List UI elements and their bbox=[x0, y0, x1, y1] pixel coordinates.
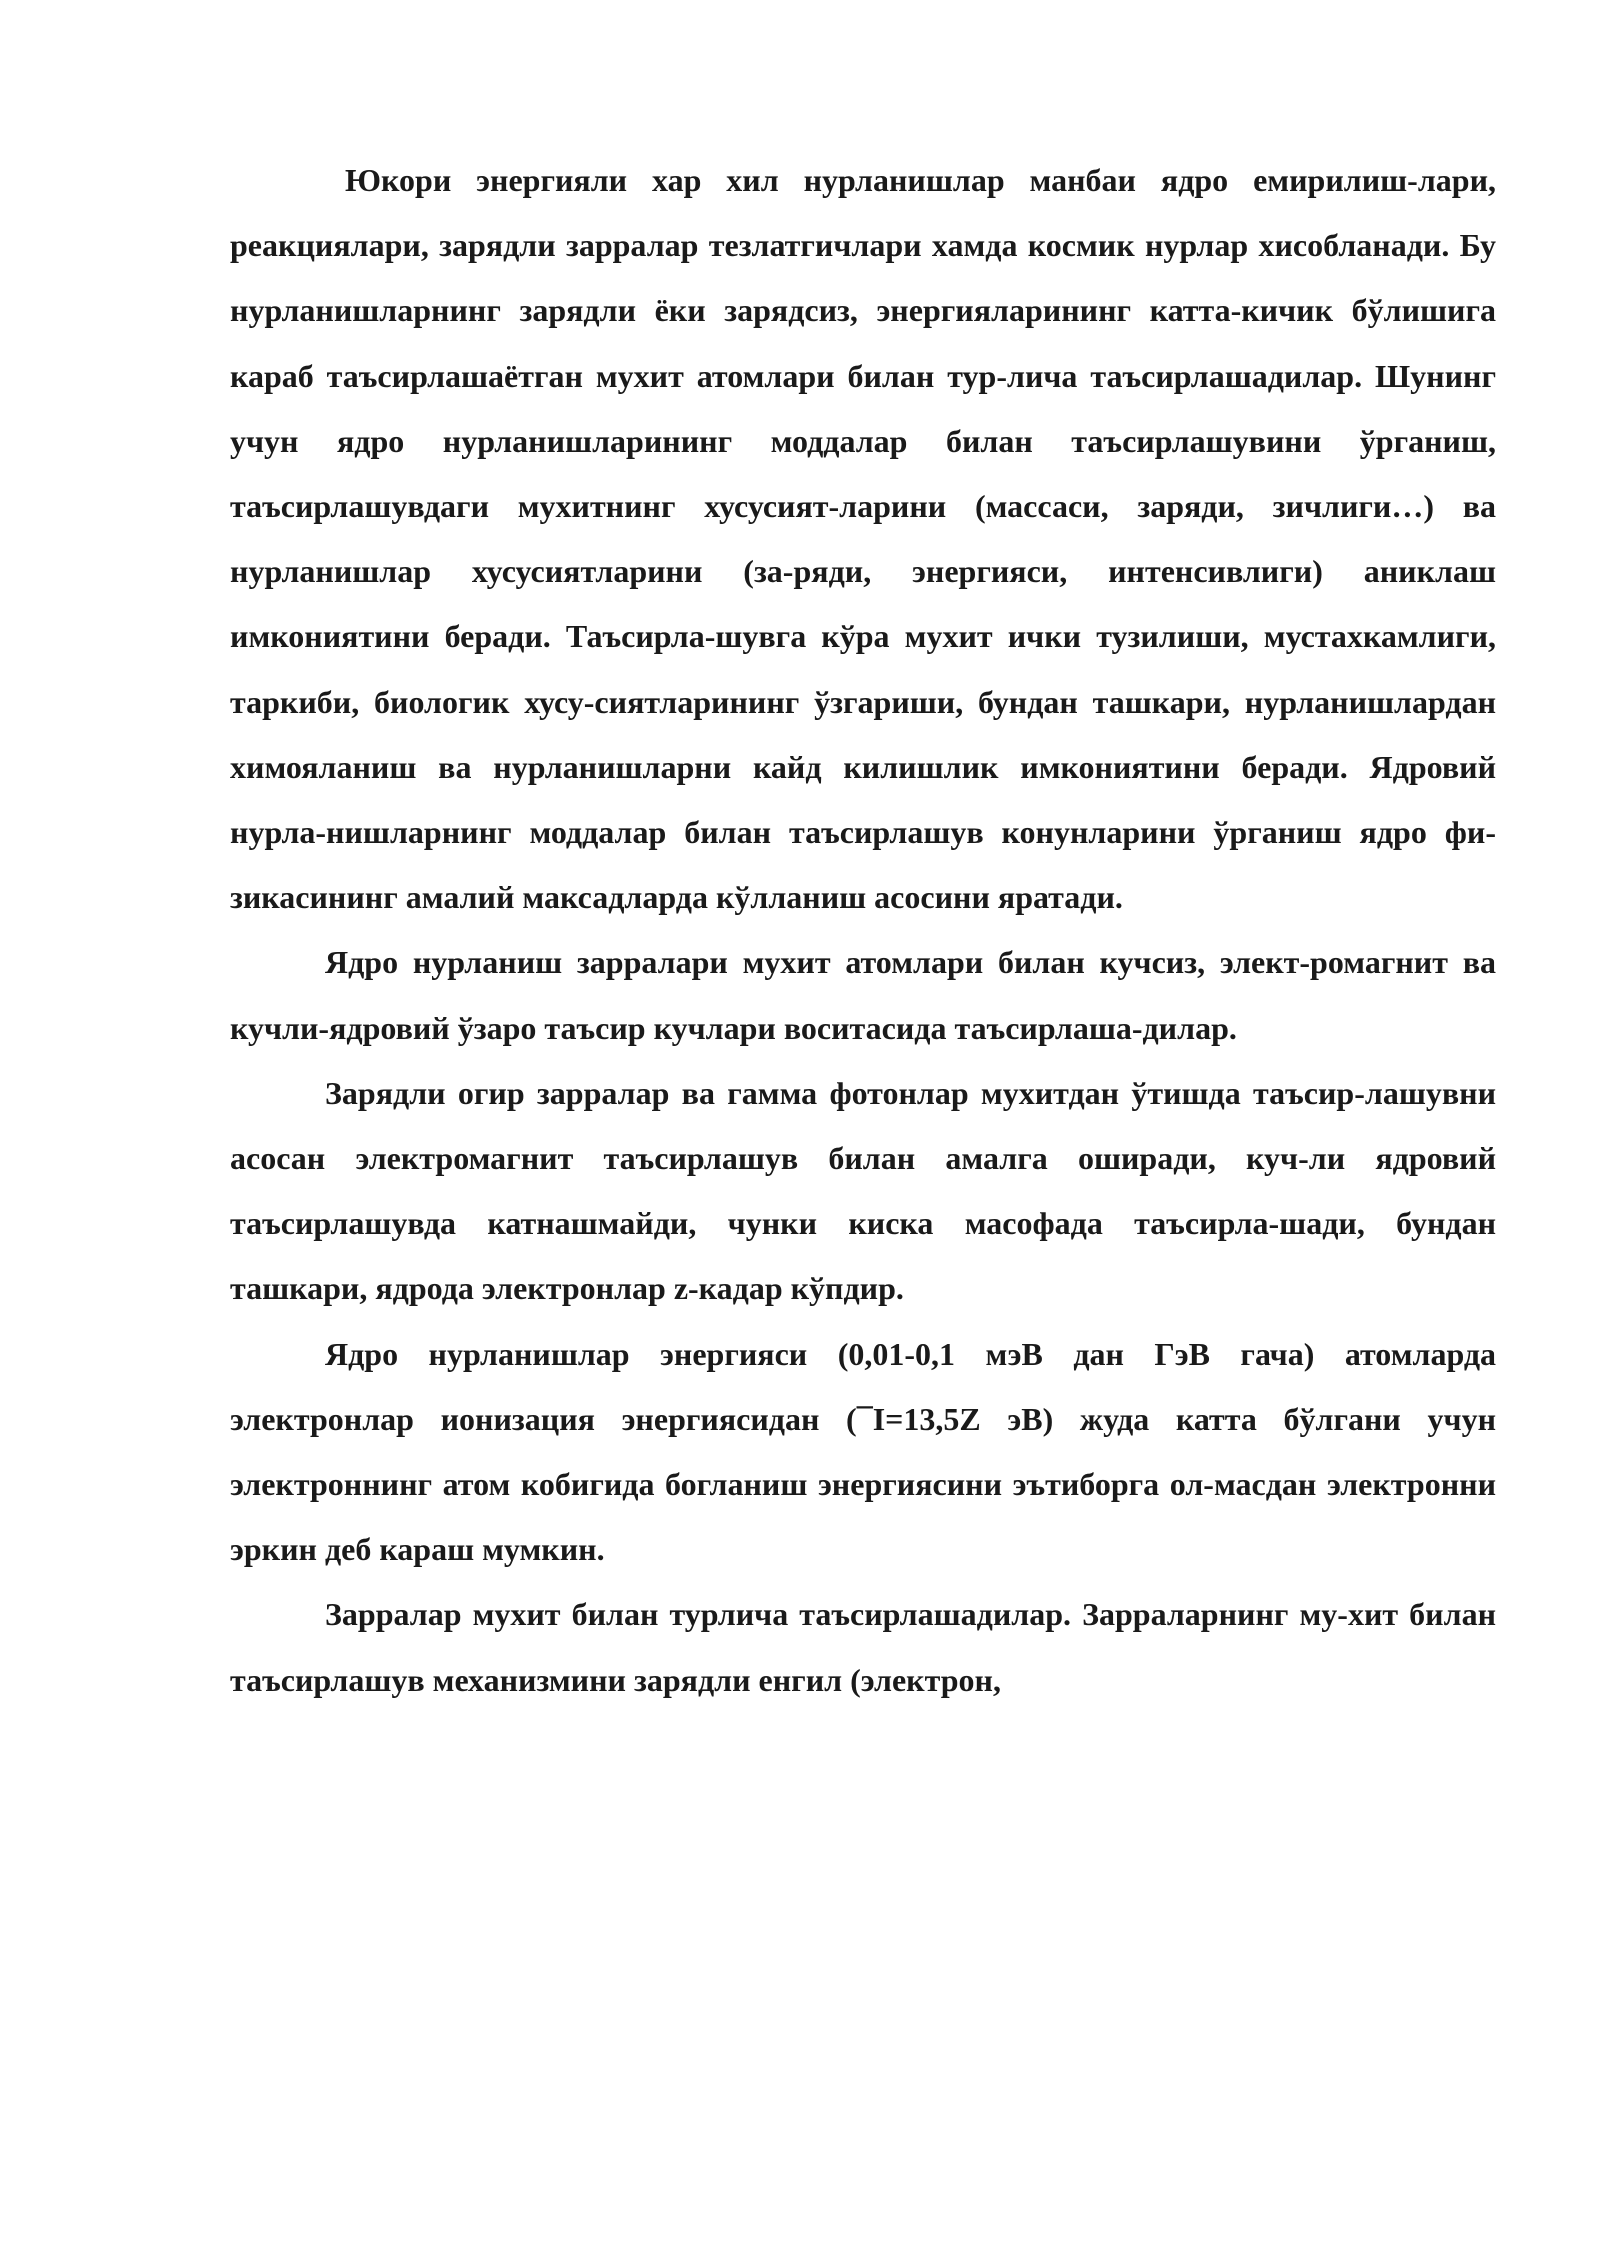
paragraph-radiation-energy: Ядро нурланишлар энергияси (0,01-0,1 мэВ дан ГэВ гача) атомларда электронлар ионизация энергиясидан (¯I=13,5Z эВ) жуда катта бўлгани учун электроннинг атом кобигида богланиш энергиясини эътиборга ол-масдан электронни эркин деб караш мумкин. bbox=[230, 1335, 1496, 1568]
paragraph-heavy-particles: Зарядли огир зарралар ва гамма фотонлар мухитдан ўтишда таъсир-лашувни асосан электромагнит таъсирлашув билан амалга оширади, куч-ли ядровий таъсирлашувда катнашмайди, чунки киска масофада таъсирла-шади, бундан ташкари, ядрода электронлар z-кадар кўпдир. bbox=[230, 1074, 1496, 1307]
paragraph-interaction-mechanism: Зарралар мухит билан турлича таъсирлашадилар. Зарраларнинг му-хит билан таъсирлашув механизмини зарядли енгил (электрон, bbox=[230, 1596, 1496, 1698]
document-body bbox=[230, 148, 1496, 1713]
paragraph-interaction-forces: Ядро нурланиш зарралари мухит атомлари билан кучсиз, элект-ромагнит ва кучли-ядровий ўзаро таъсир кучлари воситасида таъсирлаша-дилар. bbox=[230, 944, 1496, 1046]
paragraph-radiation-sources: Юкори энергияли хар хил нурланишлар манбаи ядро емирилиш-лари, реакциялари, зарядли зарралар тезлатгичлари хамда космик нурлар хисобланади. Бу нурланишларнинг зарядли ёки зарядсиз, энергияларининг катта-кичик бўлишига караб таъсирлашаётган мухит атомлари билан тур-лича таъсирлашадилар. Шунинг учун ядро нурланишларининг моддалар билан таъсирлашувини ўрганиш, таъсирлашувдаги мухитнинг хусусият-ларини (массаси, заряди, зичлиги…) ва нурланишлар хусусиятларини (за-ряди, энергияси, интенсивлиги) аниклаш имкониятини беради. Таъсирла-шувга кўра мухит ички тузилиши, мустахкамлиги, таркиби, биологик хусу-сиятларининг ўзгариши, бундан ташкари, нурланишлардан химояланиш ва нурланишларни кайд килишлик имкониятини беради. Ядровий нурла-нишларнинг моддалар билан таъсирлашув конунларини ўрганиш ядро фи-зикасининг амалий максадларда кўлланиш асосини яратади. bbox=[230, 162, 1496, 916]
